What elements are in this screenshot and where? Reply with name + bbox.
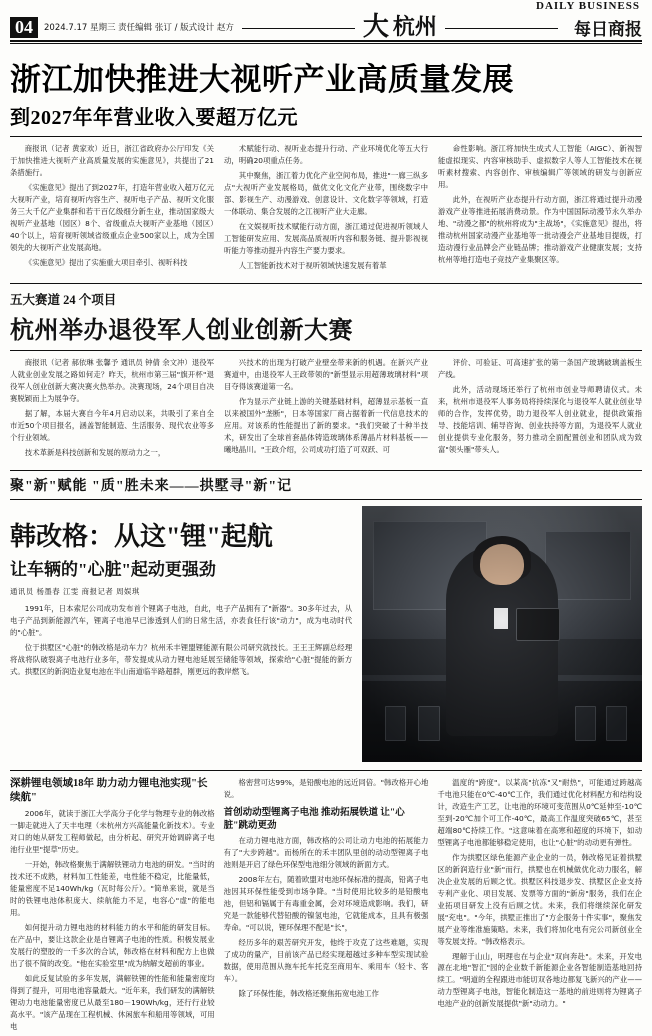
bottom-column-1	[10, 777, 215, 1036]
paragraph: 术赋能行动、视听业态提升行动、产业环境优化等五大行动，明确20项重点任务。	[224, 144, 428, 165]
story-two-column-1	[10, 357, 214, 462]
paragraph: 位于拱墅区"心脏"的韩改格是动车力？杭州禾丰锂盟锂能源有限公司研究就技长。王王王辉副总经理将战将队破裂离子电池行业多年，带发提成从动力锂电池延展至储能等领域，探索给"心脏"提能的新方式。拱墅区的新润造业复电池在半山南道临半路超群，刚更远的教岸燃飞。	[10, 642, 353, 676]
story-three-left	[10, 506, 352, 762]
story-three-subhead: 让车辆的"心脏"起动更强劲	[10, 559, 216, 579]
lead-columns	[10, 143, 642, 275]
story-two	[10, 283, 642, 462]
page-number: 04	[10, 17, 38, 38]
masthead-date-line: 2024.7.17 星期三 责任编辑 张订 / 版式设计 赵方	[44, 23, 234, 33]
paragraph: 一开始，韩改格聚焦于满解铁锂动力电池的研发。"当时的技术还不成熟，材料加工性能差，电性能不稳定，比能量低，能量密度不足140Wh/kg（瓦时每公斤）。"简单来说，就是当时的铁锂电池体积庞大、续航能力不足，电容心"虚"的能电用。	[10, 860, 215, 917]
paragraph: 格密营可达99%，是铅酸电池的远近同倍。"韩改格开心地说。	[223, 777, 429, 799]
paragraph: 2008年左右，随着欧盟对电池环保标准的提高，铅离子电池因其环保性能受到市场争降。"当时使用比较多的是铅酸电池，但铝和镉属于有毒重金属，会对环境造成影响。我们，研究是一款能够代替铅酸的镍氢电池，它就能成本，且具有极强寿命。"可以说，锂环保理不配是"长"，	[223, 875, 429, 933]
masthead-divider-right	[445, 28, 558, 29]
bottom-section	[10, 770, 642, 1036]
logo-character-da: 大	[362, 12, 389, 41]
paragraph: 命性影响。浙江将加快生成式人工智能（AIGC）、新视智能虚拟现实、内容审核助手、虚拟数字人等人工智能技术在视听素材搜索、内容创作、审核编辑广等领域的研发与创新应用。	[438, 144, 642, 189]
paragraph: 此外，活动现场还举行了杭州市创业导师聘请仪式。未来，杭州市退役军人事务局将持续深化与退役军人就业创业导师的合作，发挥优势，助力退役军人创业就业，提供政策指导、技能培训、辅导咨询、创业扶持等方面，为退役军人就业创业提供专业化服务，努力推动全面配置创业和团队成为致富"领头雁"带头人。	[438, 384, 642, 454]
bottom-column-3	[437, 777, 642, 1036]
paragraph: 据了解，本届大赛自今年4月启动以来，共吸引了来自全市近50个项目报名，涵盖智能制造、生活服务、现代农业等多个行业领域。	[10, 408, 214, 442]
paragraph: 在动力锂电池方面，韩改格的公司让动力电池的拓展能力有了"大步跨越"。而杨所在的禾丰团队里创的动动型锂离子电池则是开启了绿色环保型电池细分领域的新面方式。	[223, 836, 429, 870]
masthead	[10, 0, 642, 40]
masthead-divider-left	[242, 28, 355, 29]
paragraph: 兴技术的出现为打破产业壁垒带来新的机遇。在新兴产业赛道中，由退役军人王政带领的"新型显示用超薄玻璃材料"项目夺得该赛道第一名。	[224, 357, 428, 391]
paragraph: 此外，在视听产业态提升行动方面，浙江将通过提升动漫游戏产业等推进拓展消费动景。作为中国国际动漫节永久举办地、"动漫之都"的杭州将成为"主战场"，《实施意见》提出，将推动杭州国家动漫产业基地等一批动漫会产业基地目提级，打造动漫行业品牌会产业链品牌；推动游戏产业健康发展；支持杭州等地打造电子竞技产业集聚区等。	[438, 194, 642, 264]
story-two-headline: 杭州举办退役军人创业创新大赛	[10, 317, 353, 344]
story-three-photo	[362, 506, 642, 762]
masthead-logo	[363, 14, 437, 40]
paragraph: 2006年，就读于浙江大学高分子化学与物理专业的韩改格一脚走就进入了天丰电理（未杭州方兴高能量化新技术）。专业对口的她从研发工程师做起，由分析起、研究开始调辟离子电池行业里"提草"历史。	[10, 809, 215, 855]
story-two-top-rule	[10, 283, 642, 284]
paragraph: 技术革新是科技创新和发展的原动力之一，	[24, 447, 166, 457]
lead-column-3	[438, 143, 642, 275]
paragraph: 如此反复试验的多年发展，满解铁锂的性能和能量密度均得到了提升，可用电池容量最大。"近年来，我们研发的满解铁锂动力电池能量密度已从最至180－190Wh/kg，还行行业较高水平。"该产品现在工程机械、休闲旅车和船用等领域，可用电	[10, 973, 215, 1031]
story-two-rule	[10, 350, 642, 351]
bottom-column-2	[224, 777, 429, 1036]
paragraph: 在文娱视听技术赋能行动方面，浙江通过促进视听领域人工智能研发应用、发展高品质视听内容和服务链、提升影视视听能力等推动提升内容生产要力要求。	[224, 221, 428, 255]
paragraph: 商报讯（记者 郝依琳 张馨予 通讯员 钟倩 余文冲）退役军人就业创业发展之路如何走？昨天，杭州市第三届"旗开杯"退役军人创业创新大赛决赛火热举办。决赛现场，24个项目自决赛脱颖而上为展争夺。	[10, 357, 214, 403]
masthead-english-name: DAILY BUSINESS	[536, 0, 640, 12]
paragraph: 温度的"跨度"。以某高"抗冻"又"耐热"，可能通过跨越高千电池只能在0℃-40℃工作，我们通过优化材料配方和结构设计，改造生产工艺，让电池的环境可变范围从0℃延伸至-10℃至到-20℃加个可工作-40℃，最高工作温度突破65℃，甚至超端80℃持续工作。"这意味着在高寒和超度的环境下，如动型锂离子电池都能够稳定使用，也让"心脏"的动动更有弹性。	[437, 777, 643, 847]
story-two-columns	[10, 357, 642, 462]
masthead-rule-thin	[10, 43, 642, 44]
paragraph: 如何提升动力锂电池的材料能力的水平和能的研发目标。在产品中，要让这款企业是自锂离子电池的性质。积极发展业发展行的塑胶的一千多次的合试，韩改格在材料和配方上也做出了很不简的改变。"他在实验室里"成为纳解支超前的事业。	[10, 922, 215, 968]
lead-subhead: 到2027年年营业收入要超万亿元	[10, 107, 298, 129]
story-three	[10, 506, 642, 762]
story-three-byline: 通讯员 杨墨春 江雯 商报记者 周娱琪	[10, 586, 140, 596]
lead-headline: 浙江加快推进大视听产业高质量发展	[10, 62, 514, 97]
paragraph: 理解于山山，明理也在与企业"双向奔赴"。未来，开发电源在北地"智汇"园的企业数千新能源企业各智能制造基地回持续工。"明道的全程跟进市能切双各地边都复飞新兴的产业——动力型锂离子电池，智能化制造这一基地的前进则将为锂离子电池产业的创新发展提供"新"动动力。"	[437, 951, 643, 1009]
bottom-subhead: 首创动动型锂离子电池 推动拓展铁道 让"心脏"跳动更劲	[223, 807, 405, 831]
paragraph: 除了环保性能，韩改格还聚焦拓宽电池工作	[238, 989, 379, 999]
lead-column-2	[224, 143, 428, 275]
masthead-row	[10, 14, 642, 40]
story-two-kicker: 五大赛道 24 个项目	[10, 292, 117, 307]
lead-column-1	[10, 143, 214, 275]
paragraph: 1991年，日本索尼公司成功发布首个锂离子电池，自此，电子产品拥有了"新器"。30多年过去，从电子产品到新能源汽车，锂离子电池早已渗透到人们的日常生活，亦表食任行该"动力"，成为电动时代的"心脏"。	[10, 603, 353, 637]
paragraph: 作为拱墅区绿色能源产业企业的一员，韩改格见证着拱墅区的新润造行业"新"而行，拱墅也在机械做优化动力服名，解决企业发展的后顾之忧。拱墅区科技退步发、拱墅区企业支持专利产业化、项目发展、发票等方面的"新房"服务，我们在企业拓项目研发上没有后顾之忧。未来，我们将继续深化研发展"充电"。"今年，拱墅正推出了"方企服务十件实事"，聚焦发展产业等维准施策略。未来，我们将加化电有完公司新创业全等发展支持。"韩改格表示。	[437, 852, 643, 946]
lead-story	[10, 54, 642, 275]
logo-city: 杭州	[392, 14, 437, 39]
paragraph: 评价、可验证、可高速扩张的第一条国产玻璃破璃盖板生产线。	[438, 357, 642, 379]
section-banner	[10, 470, 642, 500]
photo-vignette	[362, 506, 642, 762]
paragraph: 作为显示产业链上游的关键基础材料，超薄显示基板一直以来被国外"垄断"，日本等国家厂商占据着新一代信息技术的应用。对该系的性能提出了新的要求。"我们突破了十种半技术，研发出了全球首套晶体铸造玻璃体系薄晶片材料基板——曦地晶川。"王政介绍，公司成功打造了可双跃、可	[224, 396, 428, 454]
paper-name: 每日商报	[574, 19, 642, 39]
paragraph: 经历多年的艰苦研究开发，他终于攻克了这些难题，实现了成功的量产，目前该产品已经实现超越过多种车型实现试验数据，使用范围从拖车托车托克至商用车、乘用车（轻卡、客车）。	[223, 938, 429, 984]
paragraph: 人工智能新技术对于视听领域快速发展有着革	[238, 260, 387, 270]
section-banner-text: 聚"新"赋能 "质"胜未来——拱墅寻"新"记	[10, 478, 293, 494]
paragraph: 商报讯（记者 黄家欢）近日，浙江省政府办公厅印发《关于加快推进大视听产业高质量发展的实施意见》，共提出了21条措施行。	[10, 144, 214, 177]
paragraph: 《实施意见》提出了到2027年，打造年营业收入超万亿元大视听产业，培育视听内容生产、视听电子产品、视听文化服务三大千亿产业集群和若干百亿级细分新生业，推动国家级大视听产业基地（园区）8个、省级重点大视听产业基地（园区）40个以上，培育视听领域省级重点企业500家以上，成为全国领先的大视听产业发展高地。	[10, 182, 214, 252]
story-two-column-2	[224, 357, 428, 462]
paragraph: 《实施意见》提出了实施重大项目牵引、视听科技	[24, 257, 188, 267]
masthead-rule-thick	[10, 40, 642, 42]
story-three-headline: 韩改格：从这"锂"起航	[10, 521, 273, 551]
lead-rule	[10, 136, 642, 137]
story-three-photo-wrap	[362, 506, 642, 762]
bottom-subhead: 深耕锂电领域18年 助力动力锂电池实现"长续航"	[10, 777, 208, 803]
story-two-column-3	[438, 357, 642, 462]
paragraph: 其中聚焦，浙江着力优化产业空间布局，推进"一廊三纵多点"大视听产业发展格局，做优文化文化产业带，围绕数字中部、影视生产、动漫游戏、创意设计、文化数字等领域，打造一体联动、集合发展的之江视听产业大走廊。	[224, 170, 428, 216]
